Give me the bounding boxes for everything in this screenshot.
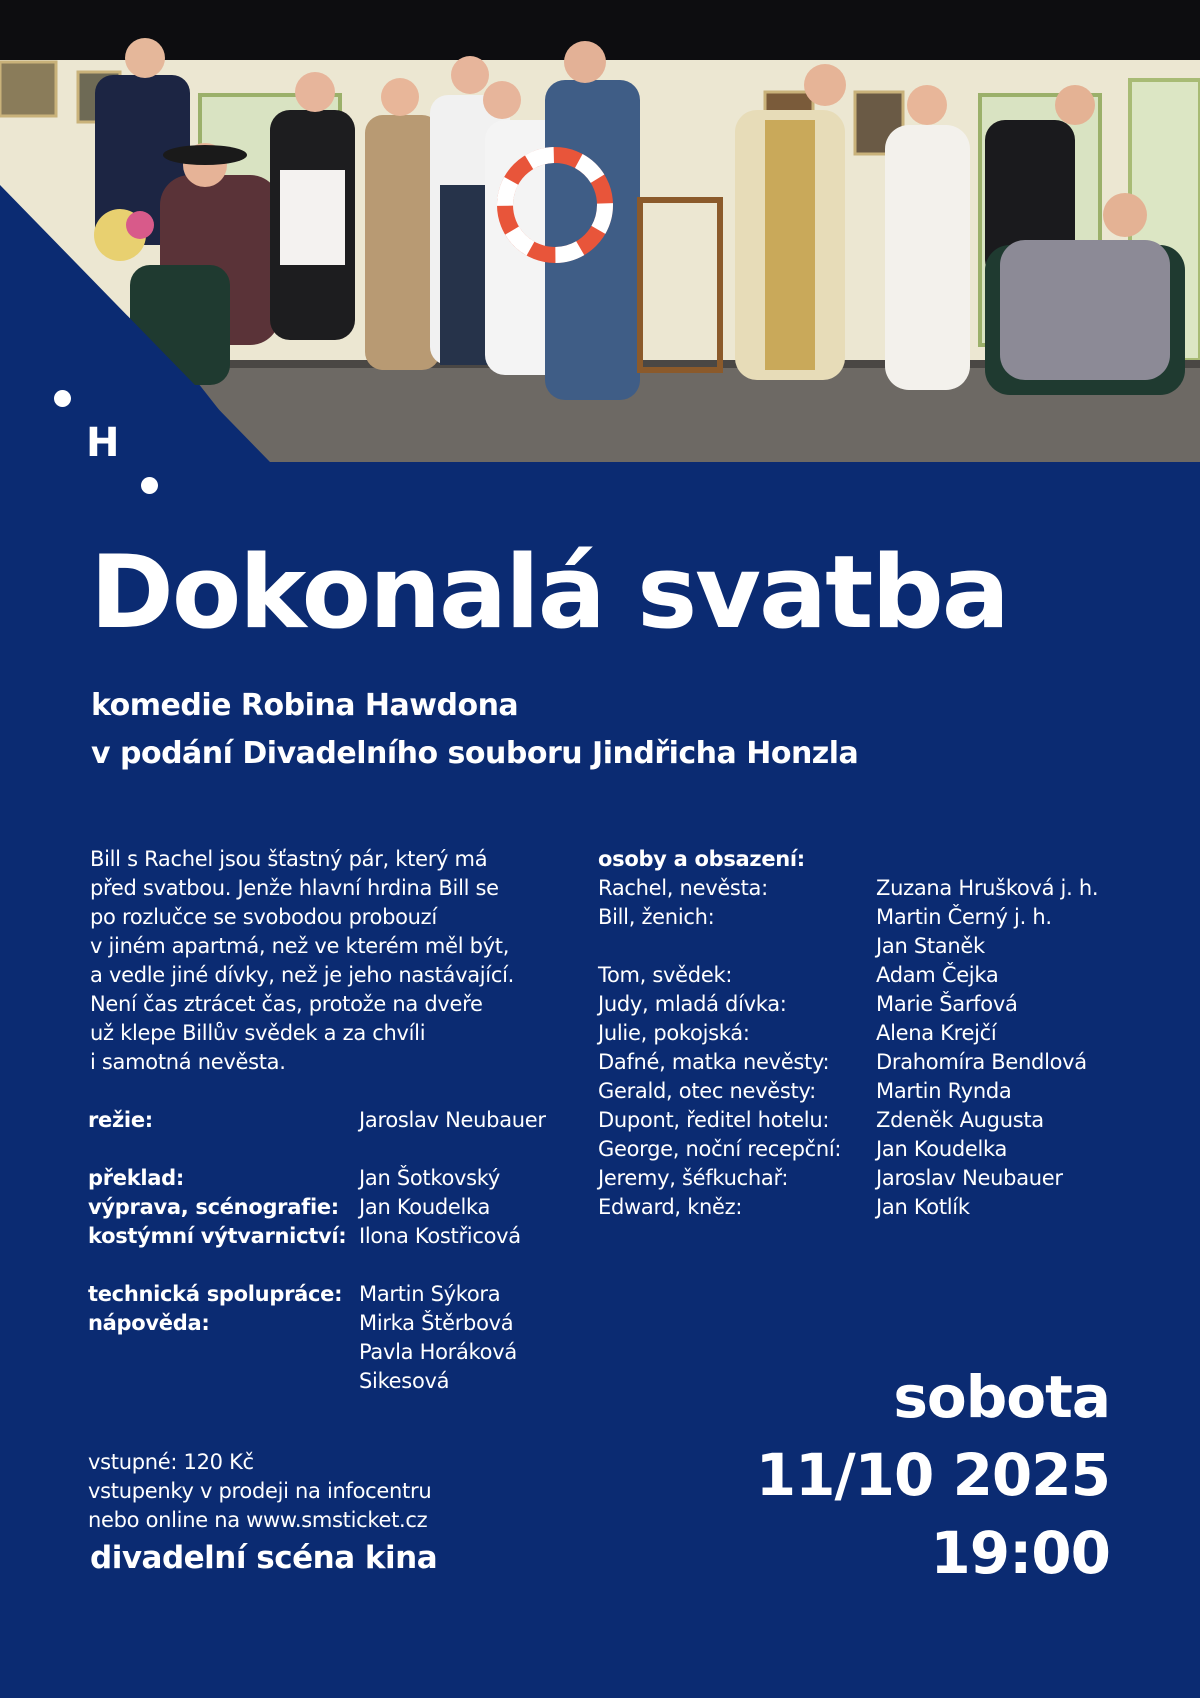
cast-row bbox=[598, 961, 999, 990]
cast-role: Dupont, ředitel hotelu: bbox=[598, 1108, 830, 1132]
crew-name: Mirka Štěrbová bbox=[359, 1311, 514, 1335]
description-line: už klepe Billův svědek a za chvíli bbox=[90, 1021, 426, 1045]
cast-row bbox=[598, 1048, 1087, 1077]
ticket-sales: vstupenky v prodeji na infocentru bbox=[88, 1479, 432, 1503]
cast-row bbox=[598, 1019, 997, 1048]
event-time: 19:00 bbox=[930, 1519, 1110, 1587]
description-line: před svatbou. Jenže hlavní hrdina Bill se bbox=[90, 876, 499, 900]
cast-row bbox=[598, 874, 1099, 903]
cast-actor: Martin Černý j. h. bbox=[876, 905, 1052, 929]
logo: H bbox=[86, 420, 120, 466]
event-day: sobota bbox=[893, 1363, 1110, 1431]
cast-heading: osoby a obsazení: bbox=[598, 847, 805, 871]
cast-actor: Jan Koudelka bbox=[876, 1137, 1008, 1161]
cast-actor: Adam Čejka bbox=[876, 963, 999, 987]
description-line: a vedle jiné dívky, než je jeho nastávající. bbox=[90, 963, 514, 987]
description-line: v jiném apartmá, než ve kterém měl být, bbox=[90, 934, 510, 958]
crew-role: překlad: bbox=[88, 1166, 184, 1190]
cast-actor: Jan Kotlík bbox=[876, 1195, 970, 1219]
cast-row bbox=[598, 1077, 1012, 1106]
event-datetime bbox=[756, 1358, 1110, 1592]
cast-role: Dafné, matka nevěsty: bbox=[598, 1050, 830, 1074]
ticket-price: vstupné: 120 Kč bbox=[88, 1450, 254, 1474]
page-title: Dokonalá svatba bbox=[90, 533, 1008, 651]
crew-name: Jan Šotkovský bbox=[359, 1166, 501, 1190]
crew-name: Ilona Kostřicová bbox=[359, 1224, 521, 1248]
subtitle-line: komedie Robina Hawdona bbox=[91, 688, 519, 723]
cast-row bbox=[598, 932, 985, 961]
crew-name: Pavla Horáková bbox=[359, 1340, 517, 1364]
cast-row bbox=[598, 903, 1052, 932]
cast-role: Rachel, nevěsta: bbox=[598, 876, 768, 900]
crew-role: nápověda: bbox=[88, 1311, 210, 1335]
cast-role: Bill, ženich: bbox=[598, 905, 715, 929]
description-line: Není čas ztrácet čas, protože na dveře bbox=[90, 992, 483, 1016]
cast-row bbox=[598, 1106, 1044, 1135]
crew-role: režie: bbox=[88, 1108, 153, 1132]
description-line: i samotná nevěsta. bbox=[90, 1050, 286, 1074]
cast-role: Julie, pokojská: bbox=[598, 1021, 750, 1045]
cast-list bbox=[598, 845, 1099, 1222]
logo-triangle-shape bbox=[0, 0, 290, 462]
venue: divadelní scéna kina bbox=[90, 1540, 438, 1576]
crew-name: Martin Sýkora bbox=[359, 1282, 501, 1306]
cast-role: Edward, kněz: bbox=[598, 1195, 743, 1219]
cast-actor: Drahomíra Bendlová bbox=[876, 1050, 1087, 1074]
cast-actor: Alena Krejčí bbox=[876, 1021, 997, 1045]
plot-description bbox=[90, 845, 590, 1077]
crew-role: technická spolupráce: bbox=[88, 1282, 343, 1306]
cast-role: Gerald, otec nevěsty: bbox=[598, 1079, 816, 1103]
subtitle-line: v podání Divadelního souboru Jindřicha Honzla bbox=[91, 736, 859, 771]
cast-row bbox=[598, 1164, 1063, 1193]
cast-actor: Marie Šarfová bbox=[876, 992, 1018, 1016]
ticket-info bbox=[88, 1448, 431, 1535]
crew-role: výprava, scénografie: bbox=[88, 1195, 339, 1219]
cast-actor: Jaroslav Neubauer bbox=[876, 1166, 1063, 1190]
cast-actor: Zuzana Hrušková j. h. bbox=[876, 876, 1099, 900]
crew-name: Jaroslav Neubauer bbox=[359, 1108, 546, 1132]
description-line: po rozlučce se svobodou probouzí bbox=[90, 905, 437, 929]
cast-actor: Jan Staněk bbox=[876, 934, 985, 958]
cast-row bbox=[598, 1135, 1008, 1164]
crew-role: kostýmní výtvarnictví: bbox=[88, 1224, 347, 1248]
description-line: Bill s Rachel jsou šťastný pár, který má bbox=[90, 847, 488, 871]
subtitle bbox=[91, 682, 858, 778]
crew-name: Sikesová bbox=[359, 1369, 450, 1393]
ticket-online-link[interactable]: nebo online na www.smsticket.cz bbox=[88, 1508, 428, 1532]
cast-role: Judy, mladá dívka: bbox=[598, 992, 787, 1016]
cast-actor: Zdeněk Augusta bbox=[876, 1108, 1044, 1132]
event-date: 11/10 2025 bbox=[755, 1441, 1110, 1509]
logo-dot-icon bbox=[54, 390, 71, 407]
cast-role: Tom, svědek: bbox=[598, 963, 733, 987]
crew-name: Jan Koudelka bbox=[359, 1195, 491, 1219]
cast-role: George, noční recepční: bbox=[598, 1137, 842, 1161]
cast-actor: Martin Rynda bbox=[876, 1079, 1012, 1103]
cast-row bbox=[598, 1193, 970, 1222]
cast-role: Jeremy, šéfkuchař: bbox=[598, 1166, 789, 1190]
logo-dot-icon bbox=[141, 477, 158, 494]
cast-row bbox=[598, 990, 1018, 1019]
